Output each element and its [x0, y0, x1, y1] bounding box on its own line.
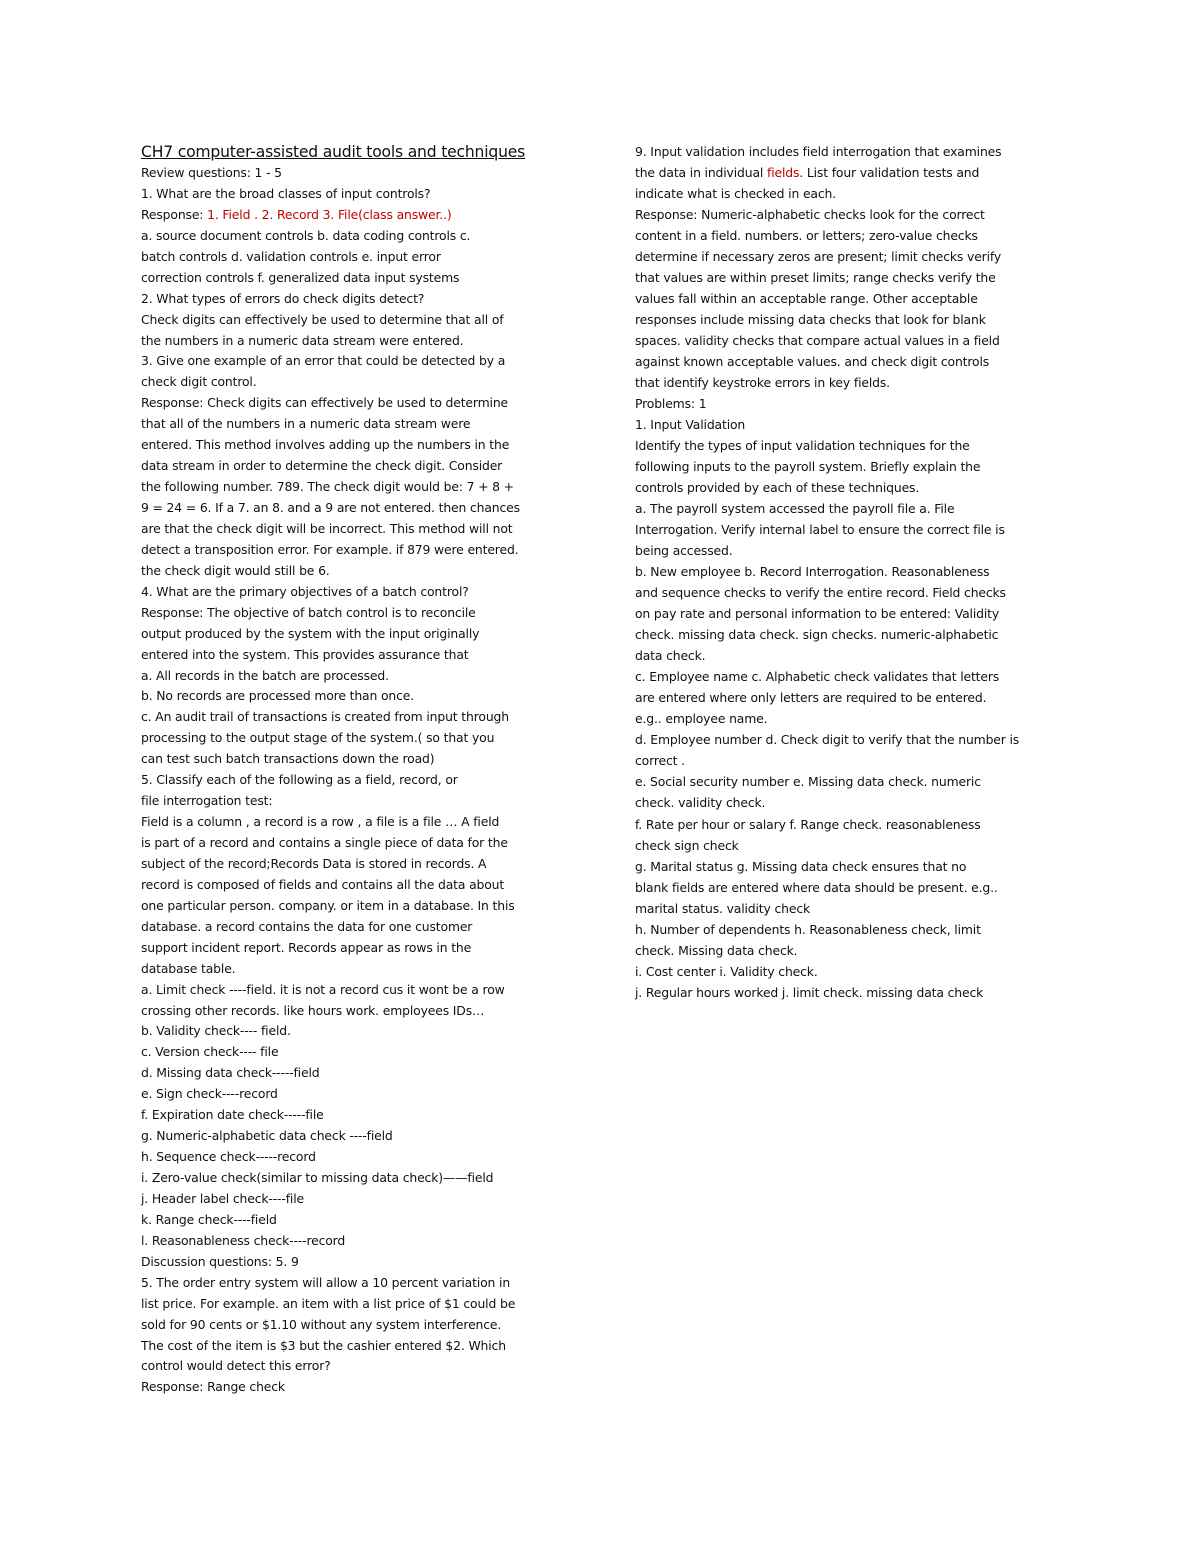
left-text-line: 4. What are the primary objectives of a batch control?	[141, 583, 469, 599]
left-text-line: entered into the system. This provides assurance that	[141, 646, 469, 662]
right-text-line: are entered where only letters are required to be entered.	[635, 690, 987, 706]
left-text-line: batch controls d. validation controls e. input error	[141, 248, 441, 264]
left-text-line: c. Version check---- file	[141, 1044, 279, 1060]
left-text-line: i. Zero-value check(similar to missing data check)——field	[141, 1170, 494, 1185]
right-text-line: Interrogation. Verify internal label to ensure the correct file is	[635, 522, 1005, 538]
left-text-line: database table.	[141, 960, 236, 976]
left-text-line: Response: The objective of batch control is to reconcile	[141, 604, 476, 620]
right-text-line: correct .	[635, 753, 685, 769]
text-segment: . List four validation tests and	[799, 165, 980, 181]
left-text-line: processing to the output stage of the system.( so that you	[141, 730, 495, 746]
right-text-line: 1. Input Validation	[635, 417, 746, 433]
text-segment: Response:	[141, 206, 208, 222]
left-text-line: k. Range check----field	[141, 1211, 277, 1227]
left-text-line: detect a transposition error. For example. if 879 were entered.	[141, 541, 519, 557]
left-text-line: the numbers in a numeric data stream were entered.	[141, 332, 464, 348]
left-text-line: can test such batch transactions down the road)	[141, 751, 435, 767]
left-text-line: that all of the numbers in a numeric data stream were	[141, 416, 471, 432]
left-text-line: support incident report. Records appear as rows in the	[141, 939, 472, 955]
right-text-line: a. The payroll system accessed the payroll file a. File	[635, 501, 955, 517]
left-text-line: Field is a column , a record is a row , a file is a file … A field	[141, 814, 500, 830]
right-text-line: b. New employee b. Record Interrogation. Reasonableness	[635, 564, 990, 580]
right-text-line: responses include missing data checks that look for blank	[635, 312, 986, 328]
highlighted-text: fields	[766, 165, 800, 181]
left-text-line: f. Expiration date check-----file	[141, 1107, 324, 1123]
right-text-line: f. Rate per hour or salary f. Range check. reasonableness	[635, 816, 981, 832]
left-text-line: the check digit would still be 6.	[141, 562, 330, 578]
right-text-line: h. Number of dependents h. Reasonableness check, limit	[635, 921, 981, 937]
right-text-line: against known acceptable values. and check digit controls	[635, 354, 990, 370]
left-text-line: a. Limit check ----field. it is not a record cus it wont be a row	[141, 981, 505, 997]
left-text-line: correction controls f. generalized data input systems	[141, 269, 460, 285]
left-text-line: file interrogation test:	[141, 793, 273, 809]
left-text-line: control would detect this error?	[141, 1358, 331, 1374]
left-text-line: 2. What types of errors do check digits detect?	[141, 290, 425, 306]
left-text-line: The cost of the item is $3 but the cashier entered $2. Which	[141, 1337, 506, 1353]
left-text-line: is part of a record and contains a single piece of data for the	[141, 835, 508, 850]
right-text-line: data check.	[635, 648, 706, 664]
right-text-line: e. Social security number e. Missing data check. numeric	[635, 774, 981, 790]
right-text-line: indicate what is checked in each.	[635, 186, 837, 202]
left-text-line: sold for 90 cents or $1.10 without any system interference.	[141, 1316, 502, 1332]
left-text-line: Discussion questions: 5. 9	[141, 1253, 299, 1269]
left-text-line: entered. This method involves adding up the numbers in the	[141, 437, 510, 453]
right-text-line: values fall within an acceptable range. Other acceptable	[635, 291, 978, 307]
left-text-line: d. Missing data check-----field	[141, 1065, 320, 1081]
document-title: CH7 computer-assisted audit tools and techniques	[141, 143, 526, 161]
left-text-line: Response: Check digits can effectively be used to determine	[141, 395, 509, 411]
left-text-line: 5. Classify each of the following as a field, record, or	[141, 772, 458, 788]
left-text-line: g. Numeric-alphabetic data check ----field	[141, 1128, 393, 1144]
right-text-line: marital status. validity check	[635, 900, 811, 916]
left-text-line: the following number. 789. The check digit would be: 7 + 8 +	[141, 479, 514, 495]
left-text-line: database. a record contains the data for one customer	[141, 918, 473, 934]
right-text-line: g. Marital status g. Missing data check ensures that no	[635, 858, 967, 874]
left-text-line: crossing other records. like hours work. employees IDs…	[141, 1002, 485, 1018]
left-text-line: b. No records are processed more than once.	[141, 688, 415, 704]
right-text-line: blank fields are entered where data should be present. e.g..	[635, 879, 998, 895]
right-body	[635, 141, 1063, 1003]
left-text-line: h. Sequence check-----record	[141, 1149, 316, 1165]
left-text-line: check digit control.	[141, 374, 257, 390]
right-text-line: following inputs to the payroll system. Briefly explain the	[635, 459, 981, 475]
left-text-line: 9 = 24 = 6. If a 7. an 8. and a 9 are not entered. then chances	[141, 500, 520, 515]
right-text-line: i. Cost center i. Validity check.	[635, 963, 818, 979]
right-text-line: Problems: 1	[635, 396, 707, 412]
text-segment: the data in individual	[635, 165, 767, 181]
right-text-line: check. Missing data check.	[635, 942, 798, 958]
left-text-line: data stream in order to determine the check digit. Consider	[141, 458, 503, 474]
right-text-line: determine if necessary zeros are present; limit checks verify	[635, 249, 1002, 265]
left-text-line: a. All records in the batch are processed.	[141, 667, 389, 683]
right-column	[635, 141, 1063, 1003]
right-text-line: check. missing data check. sign checks. numeric-alphabetic	[635, 627, 999, 643]
left-text-line: subject of the record;Records Data is stored in records. A	[141, 855, 487, 871]
right-text-line: on pay rate and personal information to be entered: Validity	[635, 606, 1000, 622]
right-text-line	[635, 162, 1063, 183]
right-text-line: 9. Input validation includes field interrogation that examines	[635, 144, 1002, 159]
left-text-line: are that the check digit will be incorrect. This method will not	[141, 520, 513, 536]
left-text-line: Response: Range check	[141, 1379, 285, 1395]
left-body	[141, 163, 566, 1398]
left-text-line: one particular person. company. or item in a database. In this	[141, 897, 515, 913]
left-text-line: a. source document controls b. data coding controls c.	[141, 227, 471, 243]
right-text-line: d. Employee number d. Check digit to verify that the number is	[635, 732, 1020, 748]
left-text-line: list price. For example. an item with a list price of $1 could be	[141, 1295, 516, 1311]
left-text-line: Check digits can effectively be used to determine that all of	[141, 311, 504, 327]
right-text-line: Response: Numeric-alphabetic checks look for the correct	[635, 207, 985, 223]
right-text-line: e.g.. employee name.	[635, 711, 768, 727]
left-text-line: Review questions: 1 - 5	[141, 165, 282, 180]
left-text-line: e. Sign check----record	[141, 1086, 278, 1102]
left-text-line: 5. The order entry system will allow a 10 percent variation in	[141, 1274, 511, 1290]
right-text-line: check sign check	[635, 837, 739, 853]
right-text-line: c. Employee name c. Alphabetic check validates that letters	[635, 669, 1000, 685]
left-text-line: l. Reasonableness check----record	[141, 1232, 346, 1248]
left-text-line: j. Header label check----file	[141, 1190, 304, 1206]
right-text-line: j. Regular hours worked j. limit check. missing data check	[635, 984, 984, 1000]
right-text-line: that identify keystroke errors in key fields.	[635, 375, 890, 391]
right-text-line: that values are within preset limits; range checks verify the	[635, 270, 996, 286]
left-text-line: 1. What are the broad classes of input controls?	[141, 185, 431, 201]
right-text-line: and sequence checks to verify the entire record. Field checks	[635, 585, 1006, 601]
right-text-line: content in a field. numbers. or letters; zero-value checks	[635, 228, 978, 244]
right-text-line: being accessed.	[635, 543, 733, 559]
left-text-line	[141, 205, 566, 226]
right-text-line: spaces. validity checks that compare actual values in a field	[635, 333, 1000, 349]
right-text-line: controls provided by each of these techniques.	[635, 480, 920, 496]
right-text-line: Identify the types of input validation techniques for the	[635, 438, 970, 454]
left-column	[141, 141, 566, 1398]
left-text-line: record is composed of fields and contains all the data about	[141, 876, 505, 892]
left-text-line: b. Validity check---- field.	[141, 1023, 291, 1039]
left-text-line: 3. Give one example of an error that could be detected by a	[141, 353, 506, 369]
left-text-line: output produced by the system with the input originally	[141, 625, 480, 641]
left-text-line: c. An audit trail of transactions is created from input through	[141, 709, 509, 725]
right-text-line: check. validity check.	[635, 795, 766, 811]
highlighted-text: 1. Field . 2. Record 3. File(class answer..)	[207, 206, 452, 222]
